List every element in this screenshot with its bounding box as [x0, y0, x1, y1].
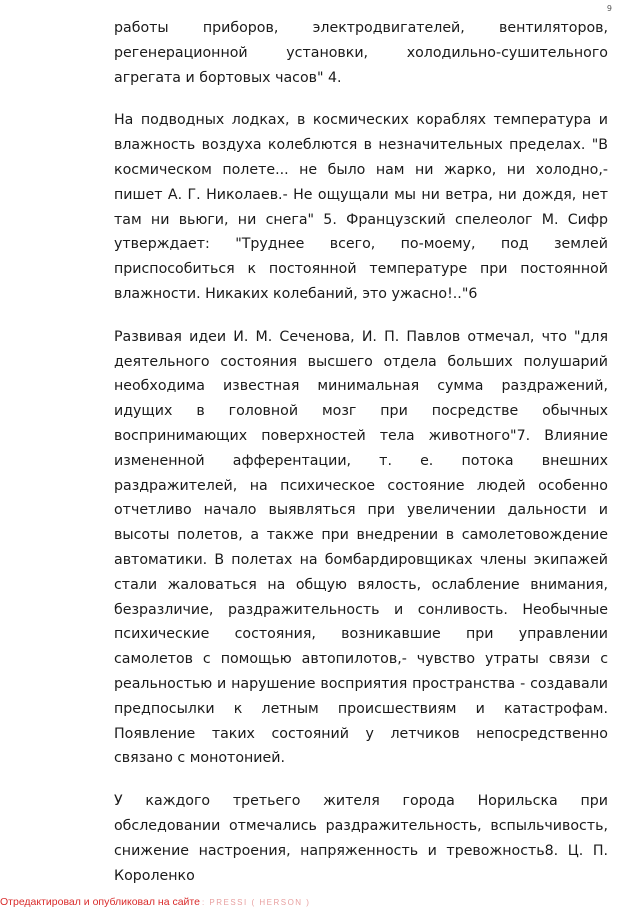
footer-site-link[interactable]: : PRESSI ( HERSON ): [201, 898, 311, 907]
paragraph: На подводных лодках, в космических кораблях температура и влажность воздуха колеблются в незначительных пределах. "В космическом полете... не было нам ни жарко, ни холодно,- пишет А. Г. Николаев.- Не ощущали мы ни ветра, ни дождя, нет там ни вьюги, ни снега" 5. Французский спелеолог М. Сифр утверждает: "Труднее всего, по-моему, под землей приспособиться к постоянной температуре при постоянной влажности. Никаких колебаний, это ужасно!.."6: [114, 112, 608, 302]
document-body: [114, 16, 608, 906]
paragraph: работы приборов, электродвигателей, вентиляторов, регенерационной установки, холодильно-сушительного агрегата и бортовых часов" 4.: [114, 20, 608, 86]
footer-credit: [0, 896, 310, 908]
paragraph: Развивая идеи И. М. Сеченова, И. П. Павлов отмечал, что "для деятельного состояния высшего отдела больших полушарий необходима известная минимальная сумма раздражений, идущих в головной мозг при посредстве обычных воспринимающих поверхностей тела животного"7. Влияние измененной афферентации, т. е. потока внешних раздражителей, на психическое состояние людей особенно отчетливо начало выявляться при увеличении дальности и высоты полетов, а также при внедрении в самолетовождение автоматики. В полетах на бомбардировщиках члены экипажей стали жаловаться на общую вялость, ослабление внимания, безразличие, раздражительность и сонливость. Необычные психические состояния, возникавшие при управлении самолетов с помощью автопилотов,- чувство утраты связи с реальностью и нарушение восприятия пространства - создавали предпосылки к летным происшествиям и катастрофам. Появление таких состояний у летчиков непосредственно связано с монотонией.: [114, 328, 608, 767]
paragraph: У каждого третьего жителя города Норильска при обследовании отмечались раздражительность, вспыльчивость, снижение настроения, напряженность и тревожность8. Ц. П. Короленко: [114, 793, 608, 884]
footer-text: Отредактировал и опубликовал на сайте: [0, 896, 200, 908]
page-number: 9: [606, 4, 612, 13]
